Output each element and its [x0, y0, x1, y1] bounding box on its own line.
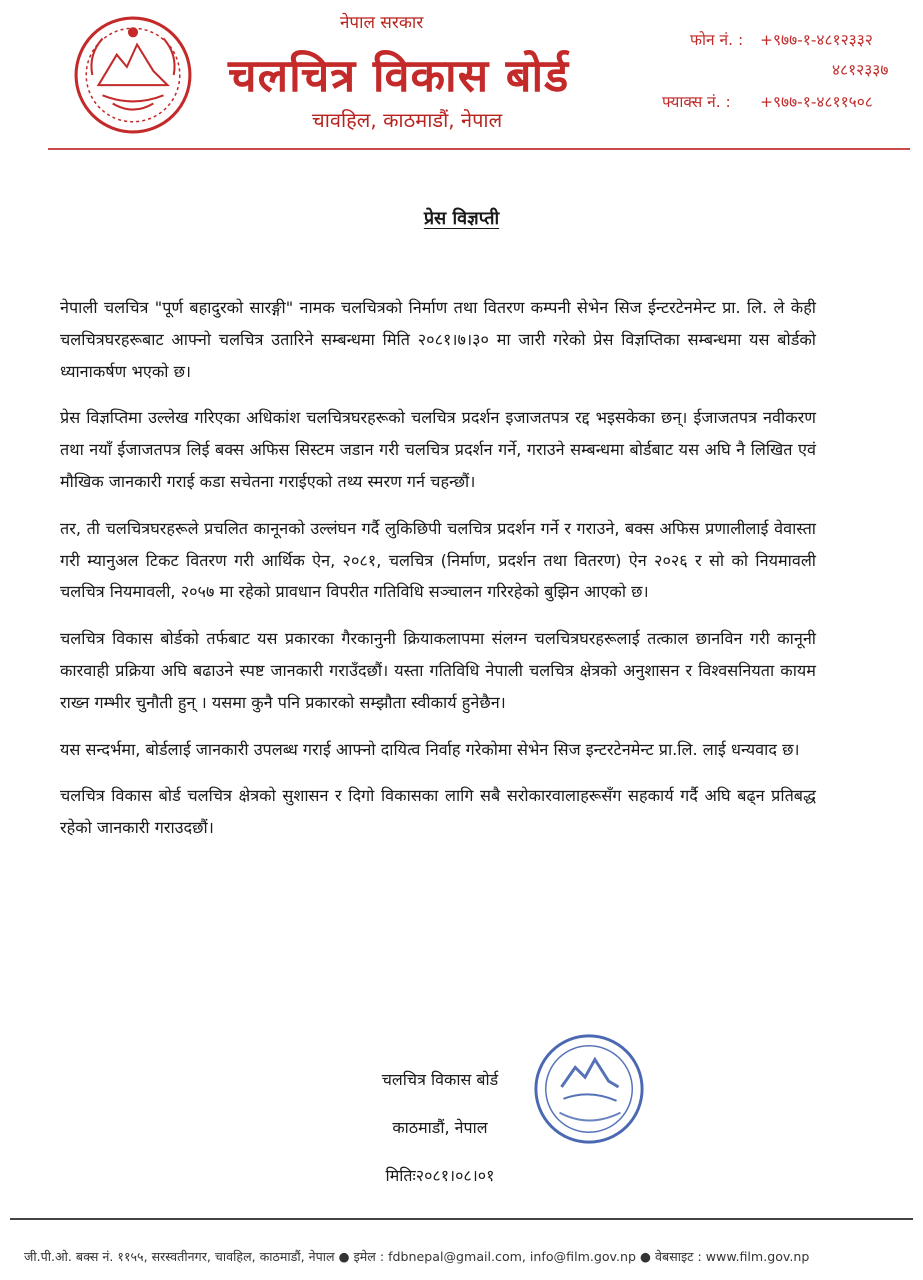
- body-paragraph: यस सन्दर्भमा, बोर्डलाई जानकारी उपलब्ध गराई आफ्नो दायित्व निर्वाह गरेकोमा सेभेन सिज इन्टरटेनमेन्ट प्रा.लि. लाई धन्यवाद छ।: [60, 739, 800, 759]
- board-seal-stamp-icon: [530, 1030, 648, 1148]
- letterhead: [0, 0, 923, 160]
- body-paragraph: चलचित्र विकास बोर्ड चलचित्र क्षेत्रको सुशासन र दिगो विकासका लागि सबै सरोकारवालाहरूसँग सहकार्य गर्दै अघि बढ्न प्रतिबद्ध रहेको जानकारी गराउदछौं।: [60, 786, 816, 838]
- phone-label: फोन नं. :: [690, 31, 744, 49]
- signature-block: [340, 1056, 540, 1200]
- document-body: [60, 292, 816, 859]
- body-paragraph: प्रेस विज्ञप्तिमा उल्लेख गरिएका अधिकांश चलचित्रघरहरूको चलचित्र प्रदर्शन इजाजतपत्र रद्द भइसकेका छन्। ईजाजतपत्र नवीकरण तथा नयाँ ईजाजतपत्र लिई बक्स अफिस सिस्टम जडान गरी चलचित्र प्रदर्शन गर्ने, गराउने सम्बन्धमा बोर्डबाट यस अघि नै लिखित एवं मौखिक जानकारी गराई कडा सचेतना गराईएको तथ्य स्मरण गर्न चहन्छौं।: [60, 408, 816, 491]
- document-title-text: प्रेस विज्ञप्ती: [423, 208, 500, 229]
- header-divider: [48, 148, 910, 150]
- board-name: चलचित्र विकास बोर्ड: [228, 49, 570, 102]
- body-paragraph: नेपाली चलचित्र "पूर्ण बहादुरको सारङ्गी" नामक चलचित्रको निर्माण तथा वितरण कम्पनी सेभेन सिज ईन्टरटेनमेन्ट प्रा. लि. ले केही चलचित्रघरहरूबाट आफ्नो चलचित्र उतारिने सम्बन्धमा मिति २०८१।७।३० मा जारी गरेको प्रेस विज्ञप्तिका सम्बन्धमा यस बोर्डको ध्यानाकर्षण भएको छ।: [60, 298, 816, 381]
- fax-number: +९७७-१-४८११५०८: [760, 93, 873, 111]
- signature-org: चलचित्र विकास बोर्ड: [381, 1070, 499, 1089]
- board-address: चावहिल, काठमाडौं, नेपाल: [312, 108, 503, 132]
- footer-divider: [10, 1218, 913, 1220]
- nepal-government-emblem-icon: [72, 14, 194, 136]
- body-paragraph: तर, ती चलचित्रघरहरूले प्रचलित कानूनको उल्लंघन गर्दै लुकिछिपी चलचित्र प्रदर्शन गर्ने र गराउने, बक्स अफिस प्रणालीलाई वेवास्ता गरी म्यानुअल टिकट वितरण गरी आर्थिक ऐन, २०८१, चलचित्र (निर्माण, प्रदर्शन तथा वितरण) ऐन २०२६ र सो को नियमावली चलचित्र नियमावली, २०५७ मा रहेको प्रावधान विपरीत गतिविधि सञ्चालन गरिरहेको बुझिन आएको छ।: [60, 518, 816, 602]
- document-title: [0, 206, 923, 230]
- phone-number-secondary: ४८१२३३७: [832, 61, 889, 79]
- fax-label: फ्याक्स नं. :: [662, 93, 731, 111]
- phone-number: +९७७-१-४८१२३३२: [760, 31, 873, 49]
- body-paragraph: चलचित्र विकास बोर्डको तर्फबाट यस प्रकारका गैरकानुनी क्रियाकलापमा संलग्न चलचित्रघरहरूलाई तत्काल छानविन गरी कानूनी कारवाही प्रक्रिया अघि बढाउने स्पष्ट जानकारी गराउँदछौं। यस्ता गतिविधि नेपाली चलचित्र क्षेत्रको अनुशासन र विश्वसनियता कायम राख्न गम्भीर चुनौती हुन् । यसमा कुनै पनि प्रकारको सम्झौता स्वीकार्य हुनेछैन।: [60, 629, 816, 712]
- footer-contact: जी.पी.ओ. बक्स नं. ११५५, सरस्वतीनगर, चावहिल, काठमाडौं, नेपाल ● इमेल : fdbnepal@gmail.com, info@film.gov.np ● वेबसाइट : www.film.gov.np: [24, 1249, 810, 1264]
- government-label: नेपाल सरकार: [340, 13, 424, 33]
- signature-place: काठमाडौं, नेपाल: [392, 1118, 488, 1137]
- signature-date: मितिः२०८१।०८।०१: [385, 1166, 495, 1185]
